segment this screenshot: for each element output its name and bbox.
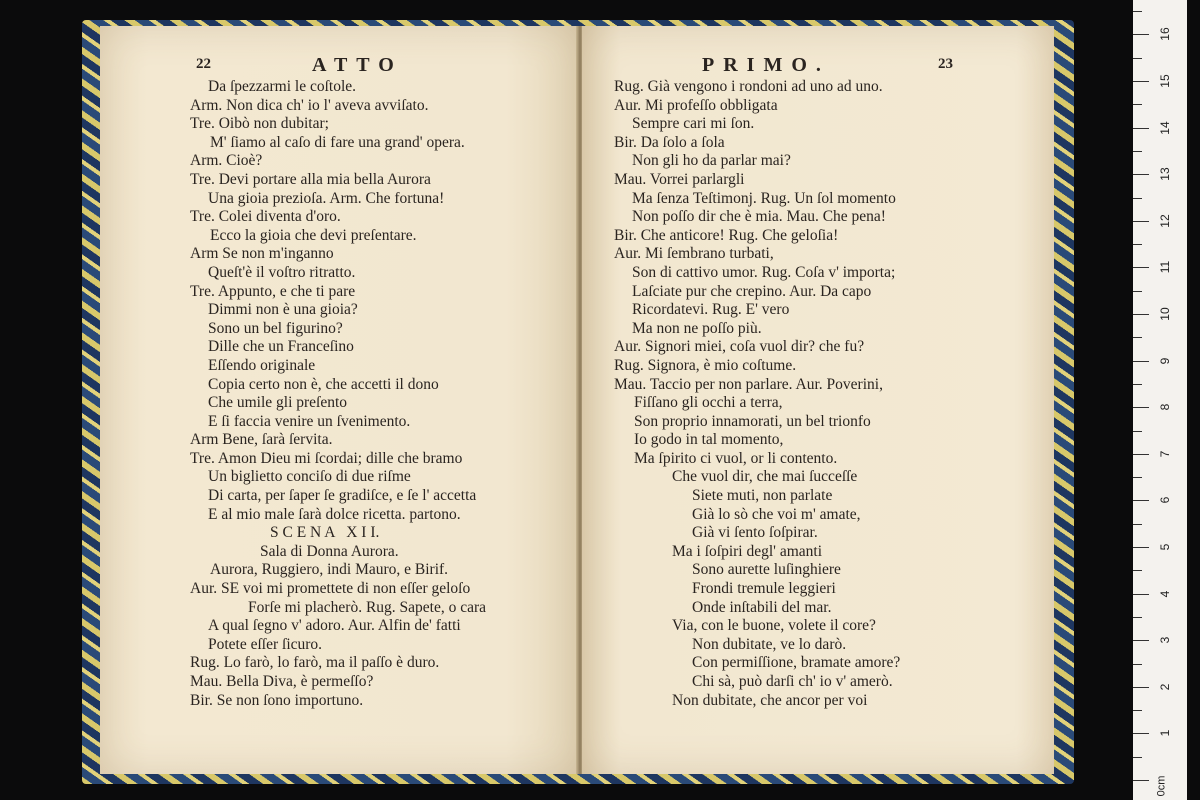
text-line: Arm Bene, ſarà ſervita. bbox=[190, 431, 333, 449]
ruler-tick bbox=[1133, 11, 1142, 12]
text-line: Arm Se non m'inganno bbox=[190, 245, 334, 263]
text-line: Son di cattivo umor. Rug. Coſa v' importa; bbox=[632, 263, 896, 281]
text-line: S C E N A X I I. bbox=[270, 524, 380, 542]
ruler-number: 2 bbox=[1158, 683, 1172, 691]
text-line: Son proprio innamorati, un bel trionfo bbox=[634, 412, 871, 430]
ruler-number: 15 bbox=[1158, 74, 1172, 88]
text-line: Non gli ho da parlar mai? bbox=[632, 152, 791, 170]
text-line: Aurora, Ruggiero, indi Mauro, e Birif. bbox=[210, 561, 449, 579]
text-line: Aur. Mi profeſſo obbligata bbox=[614, 96, 778, 114]
ruler-tick bbox=[1133, 34, 1149, 35]
ruler-tick bbox=[1133, 81, 1149, 82]
text-line: Ricordatevi. Rug. E' vero bbox=[632, 301, 790, 319]
left-page bbox=[100, 26, 578, 774]
ruler-number: 9 bbox=[1158, 357, 1172, 364]
text-line: Mau. Bella Diva, è permeſſo? bbox=[190, 673, 374, 690]
ruler-number: 11 bbox=[1158, 261, 1172, 274]
ruler-number: 5 bbox=[1158, 543, 1172, 551]
text-line: E ſi faccia venire un ſvenimento. bbox=[208, 412, 411, 430]
ruler-tick bbox=[1133, 198, 1142, 199]
text-line: Con permiſſione, bramate amore? bbox=[692, 654, 901, 672]
text-line: Rug. Signora, è mio coſtume. bbox=[614, 356, 797, 374]
text-line: A qual ſegno v' adoro. Aur. Alfin de' fatti bbox=[208, 617, 461, 635]
text-line: Dimmi non è una gioia? bbox=[208, 301, 358, 319]
ruler-tick bbox=[1133, 337, 1142, 338]
text-line: Chi sà, può darſi ch' io v' amerò. bbox=[692, 673, 893, 690]
text-line: Potete eſſer ſicuro. bbox=[208, 635, 323, 653]
ruler-number: 7 bbox=[1158, 450, 1172, 458]
text-line: Tre. Oibò non dubitar; bbox=[190, 115, 329, 133]
text-line: Aur. SE voi mi promettete di non eſſer geloſo bbox=[190, 580, 471, 598]
ruler-tick bbox=[1133, 687, 1149, 688]
ruler-tick bbox=[1133, 547, 1149, 548]
ruler-tick bbox=[1133, 361, 1149, 362]
ruler-number: 16 bbox=[1158, 27, 1172, 42]
ruler-number: 6 bbox=[1158, 497, 1172, 504]
ruler-tick bbox=[1133, 314, 1149, 315]
text-line: Forſe mi placherò. Rug. Sapete, o cara bbox=[248, 598, 487, 616]
text-line: Da ſpezzarmi le coſtole. bbox=[208, 78, 357, 95]
text-line: Bir. Che anticore! Rug. Che geloſia! bbox=[614, 226, 839, 244]
ruler-tick bbox=[1133, 151, 1142, 152]
text-line: Frondi tremule leggieri bbox=[692, 580, 836, 598]
text-line: Queſt'è il voſtro ritratto. bbox=[208, 263, 356, 281]
ruler-tick bbox=[1133, 174, 1149, 175]
text-line: Aur. Mi ſembrano turbati, bbox=[614, 245, 774, 263]
text-line: Mau. Taccio per non parlare. Aur. Poverini, bbox=[614, 375, 883, 393]
text-line: Mau. Vorrei parlargli bbox=[614, 170, 745, 188]
ruler-tick bbox=[1133, 58, 1142, 59]
ruler-tick bbox=[1133, 733, 1149, 734]
book-spread bbox=[82, 20, 1074, 784]
ruler-tick bbox=[1133, 104, 1142, 105]
text-line: Già lo sò che voi m' amate, bbox=[692, 505, 861, 523]
ruler-tick bbox=[1133, 594, 1149, 595]
text-line: Aur. Signori miei, coſa vuol dir? che fu? bbox=[614, 338, 865, 356]
text-line: Di carta, per ſaper ſe gradiſce, e ſe l' accetta bbox=[208, 487, 477, 505]
text-line: Dille che un Franceſino bbox=[208, 338, 354, 356]
text-line: Sono aurette luſinghiere bbox=[692, 561, 841, 579]
ruler-tick bbox=[1133, 617, 1142, 618]
text-line: Tre. Colei diventa d'oro. bbox=[190, 208, 341, 226]
text-line: Tre. Amon Dieu mi ſcordai; dille che bramo bbox=[190, 449, 463, 467]
ruler-tick bbox=[1133, 757, 1142, 758]
text-line: Che vuol dir, che mai ſucceſſe bbox=[672, 468, 858, 486]
text-line: Sempre cari mi ſon. bbox=[632, 115, 755, 133]
text-line: Che umile gli preſento bbox=[208, 394, 348, 412]
ruler-tick bbox=[1133, 710, 1142, 711]
ruler-tick bbox=[1133, 244, 1142, 245]
text-line: Ecco la gioia che devi preſentare. bbox=[210, 226, 417, 244]
ruler-unit-label: 0cm bbox=[1155, 775, 1168, 797]
text-line: Sono un bel figurino? bbox=[208, 319, 343, 337]
ruler-tick bbox=[1133, 640, 1149, 641]
ruler-number: 4 bbox=[1158, 590, 1172, 597]
text-line: Ma non ne poſſo più. bbox=[632, 319, 762, 337]
text-line: Una gioia prezioſa. Arm. Che fortuna! bbox=[208, 189, 445, 207]
left-page-number: 22 bbox=[196, 56, 211, 72]
ruler-tick bbox=[1133, 477, 1142, 478]
text-line: Ma i ſoſpiri degl' amanti bbox=[672, 542, 823, 560]
text-line: Fiſſano gli occhi a terra, bbox=[634, 394, 783, 412]
text-line: Bir. Da ſolo a ſola bbox=[614, 133, 725, 151]
text-line: Ma ſenza Teſtimonj. Rug. Un ſol momento bbox=[632, 189, 896, 207]
ruler-tick bbox=[1133, 291, 1142, 292]
ruler-tick bbox=[1133, 128, 1149, 129]
text-line: Siete muti, non parlate bbox=[692, 487, 833, 505]
ruler-number: 3 bbox=[1158, 636, 1172, 644]
ruler-tick bbox=[1133, 570, 1142, 571]
ruler-tick bbox=[1133, 454, 1149, 455]
text-line: Tre. Appunto, e che ti pare bbox=[190, 282, 356, 300]
ruler-tick bbox=[1133, 500, 1149, 501]
text-line: Un biglietto conciſo di due riſme bbox=[208, 468, 411, 486]
ruler-tick bbox=[1133, 221, 1149, 222]
measuring-ruler bbox=[1133, 0, 1187, 800]
ruler-tick bbox=[1133, 267, 1149, 268]
text-line: M' ſiamo al caſo di fare una grand' opera. bbox=[210, 133, 465, 151]
text-line: Io godo in tal momento, bbox=[634, 431, 784, 449]
ruler-tick bbox=[1133, 664, 1142, 665]
text-line: Non dubitate, che ancor per voi bbox=[672, 691, 868, 709]
text-line: Laſciate pur che crepino. Aur. Da capo bbox=[632, 282, 872, 300]
ruler-tick bbox=[1133, 431, 1142, 432]
text-line: Arm. Cioè? bbox=[190, 152, 263, 170]
text-line: Via, con le buone, volete il core? bbox=[672, 617, 876, 635]
text-line: Arm. Non dica ch' io l' aveva avviſato. bbox=[190, 96, 429, 114]
text-line: E al mio male ſarà dolce ricetta. partono. bbox=[208, 505, 461, 523]
left-page-text bbox=[190, 78, 486, 710]
right-page-number: 23 bbox=[938, 56, 953, 72]
text-line: Onde inſtabili del mar. bbox=[692, 598, 832, 616]
text-line: Copia certo non è, che accetti il dono bbox=[208, 375, 439, 393]
ruler-tick bbox=[1133, 407, 1149, 408]
text-line: Rug. Lo farò, lo farò, ma il paſſo è duro. bbox=[190, 654, 440, 672]
ruler-number: 13 bbox=[1158, 167, 1172, 181]
ruler-tick bbox=[1133, 780, 1149, 781]
text-line: Sala di Donna Aurora. bbox=[260, 542, 399, 560]
ruler-tick bbox=[1133, 524, 1142, 525]
right-page-text bbox=[614, 78, 900, 710]
right-page-header: PRIMO. bbox=[702, 54, 830, 76]
right-page bbox=[582, 26, 1054, 774]
text-line: Bir. Se non ſono importuno. bbox=[190, 691, 364, 709]
ruler-number: 8 bbox=[1158, 403, 1172, 411]
text-line: Tre. Devi portare alla mia bella Aurora bbox=[190, 170, 431, 188]
ruler-number: 1 bbox=[1158, 730, 1172, 737]
left-page-header: ATTO bbox=[312, 54, 403, 76]
text-line: Non dubitate, ve lo darò. bbox=[692, 635, 847, 653]
text-line: Già vi ſento ſoſpirar. bbox=[692, 524, 818, 542]
text-line: Eſſendo originale bbox=[208, 356, 316, 374]
ruler-tick bbox=[1133, 384, 1142, 385]
text-line: Rug. Già vengono i rondoni ad uno ad uno. bbox=[614, 78, 883, 95]
ruler-number: 12 bbox=[1158, 214, 1172, 228]
text-line: Non poſſo dir che è mia. Mau. Che pena! bbox=[632, 208, 886, 226]
ruler-number: 14 bbox=[1158, 120, 1172, 135]
text-line: Ma ſpirito ci vuol, or li contento. bbox=[634, 449, 838, 467]
ruler-number: 10 bbox=[1158, 307, 1172, 321]
